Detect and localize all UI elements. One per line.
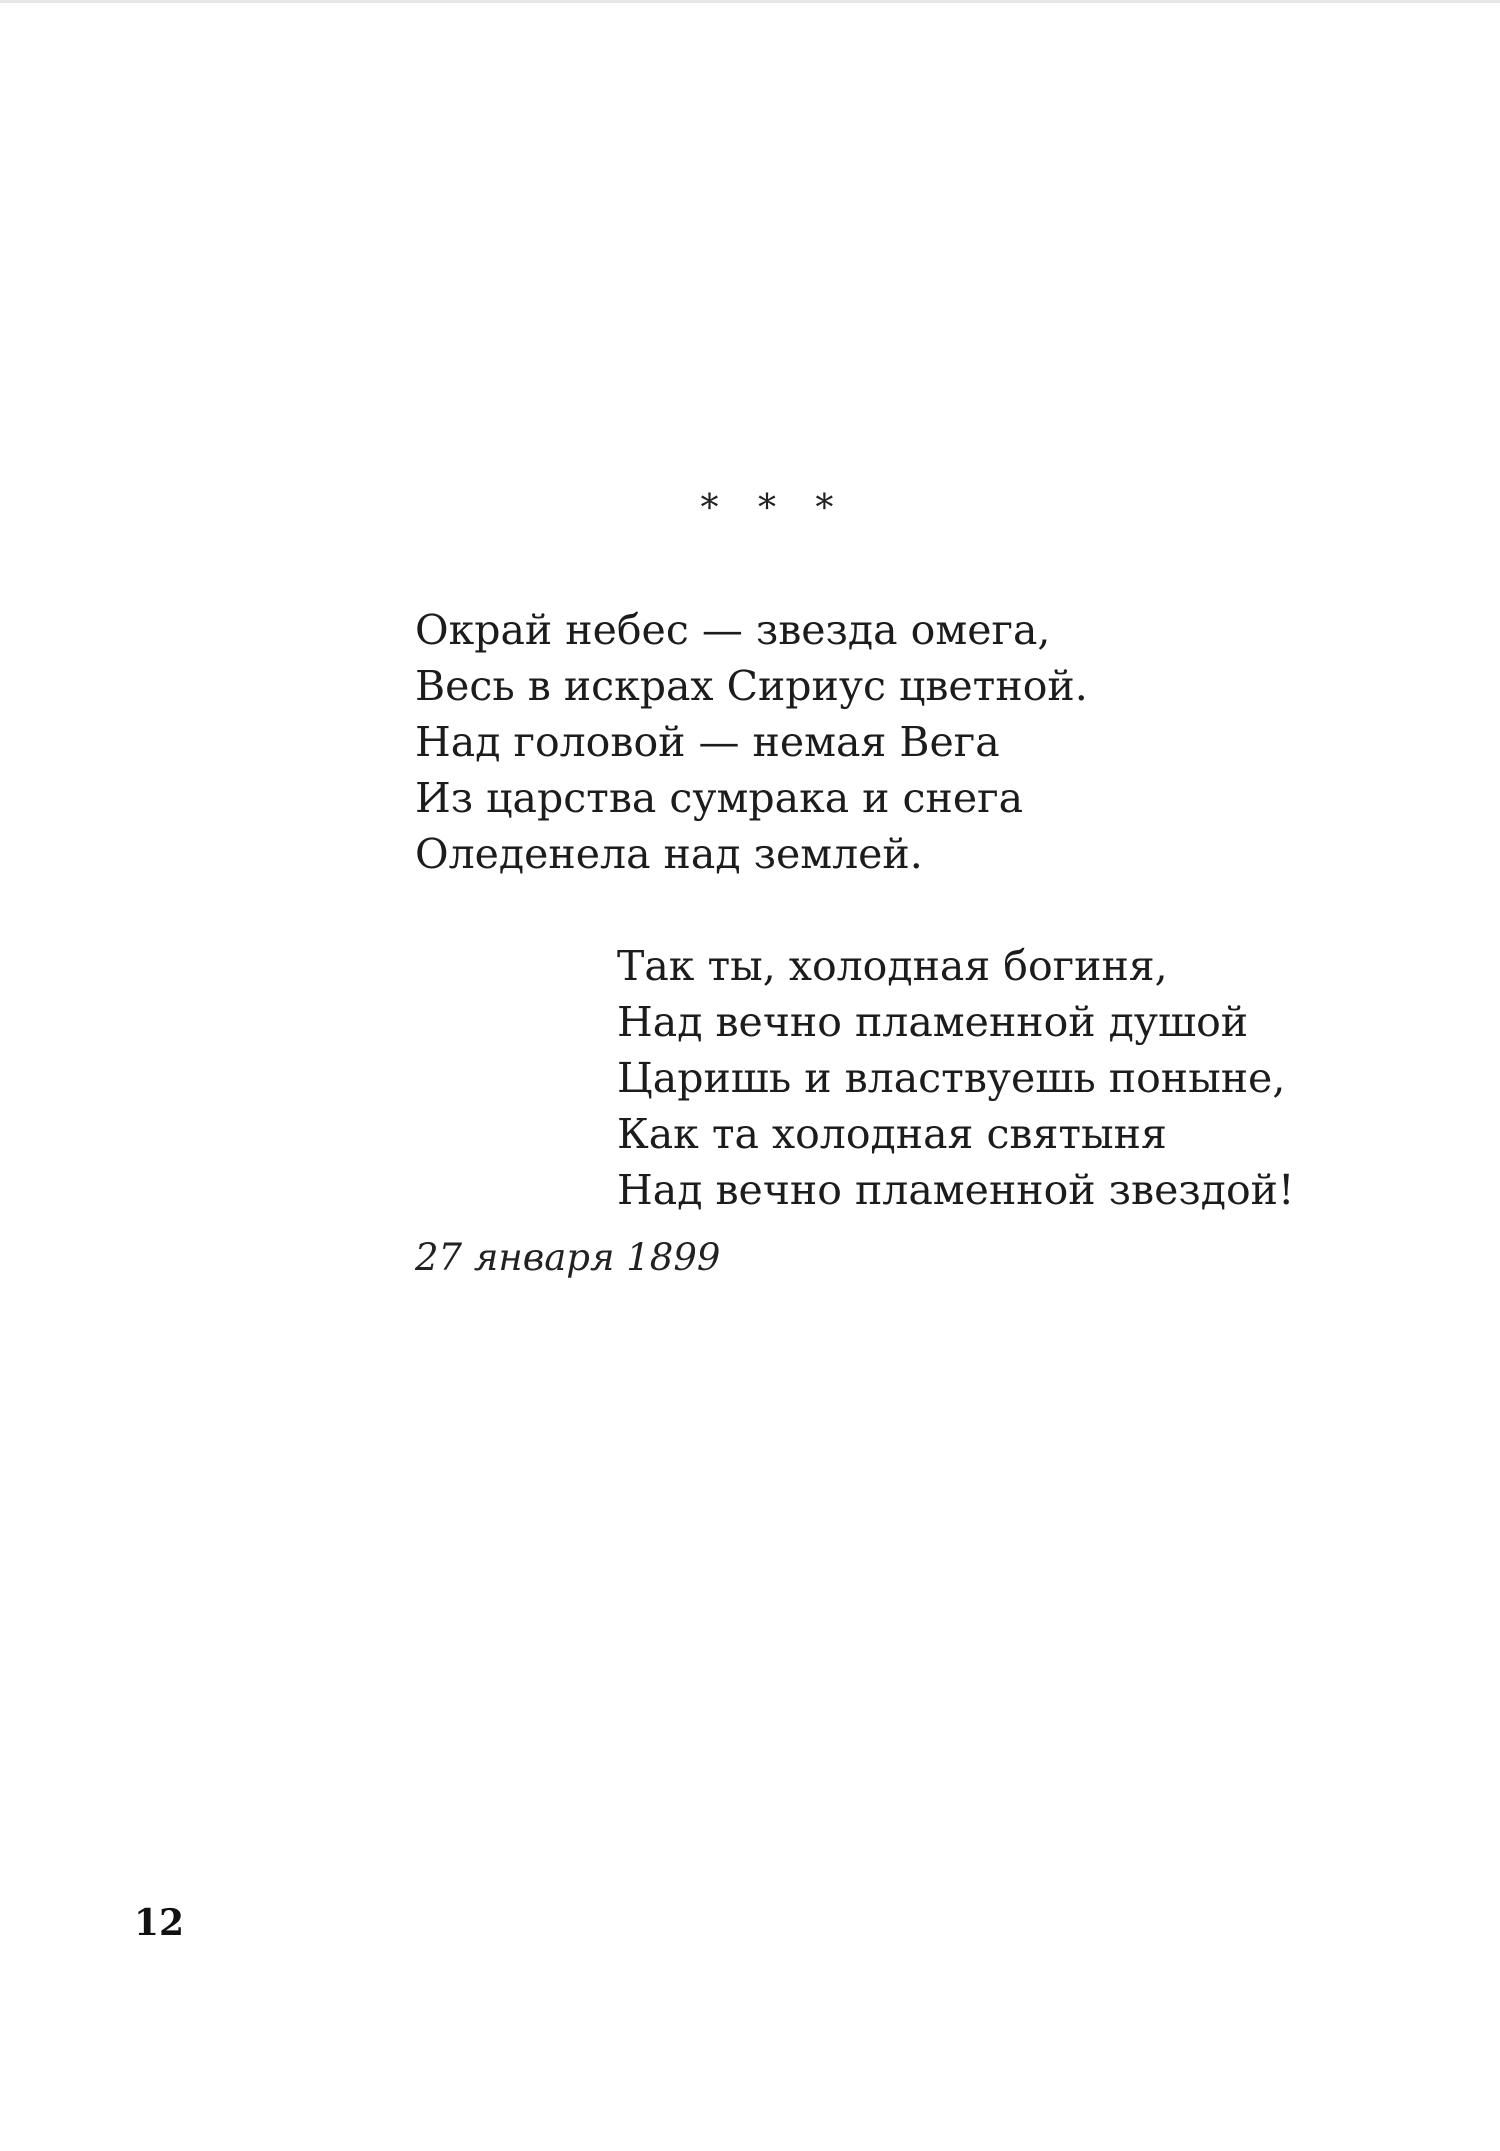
poem-line: Так ты, холодная богиня,	[617, 942, 1168, 990]
poem-line: Над головой — немая Вега	[415, 718, 1000, 766]
poem-line: Весь в искрах Сириус цветной.	[415, 662, 1088, 710]
poem-line: Над вечно пламенной звездой!	[617, 1166, 1295, 1214]
poem-line: Оледенела над землей.	[415, 830, 923, 878]
poem-date: 27 января 1899	[415, 1236, 721, 1279]
poem-line: Окрай небес — звезда омега,	[415, 606, 1051, 654]
stanza-2	[617, 938, 1294, 1218]
page-top-edge	[0, 0, 1500, 3]
poem-line: Над вечно пламенной душой	[617, 998, 1249, 1046]
stanza-1	[415, 602, 1088, 882]
section-separator: * * *	[700, 488, 848, 529]
poem-line: Царишь и властвуешь поныне,	[617, 1054, 1286, 1102]
poem-line: Как та холодная святыня	[617, 1110, 1167, 1158]
poem-line: Из царства сумрака и снега	[415, 774, 1024, 822]
page-number: 12	[134, 1902, 185, 1944]
